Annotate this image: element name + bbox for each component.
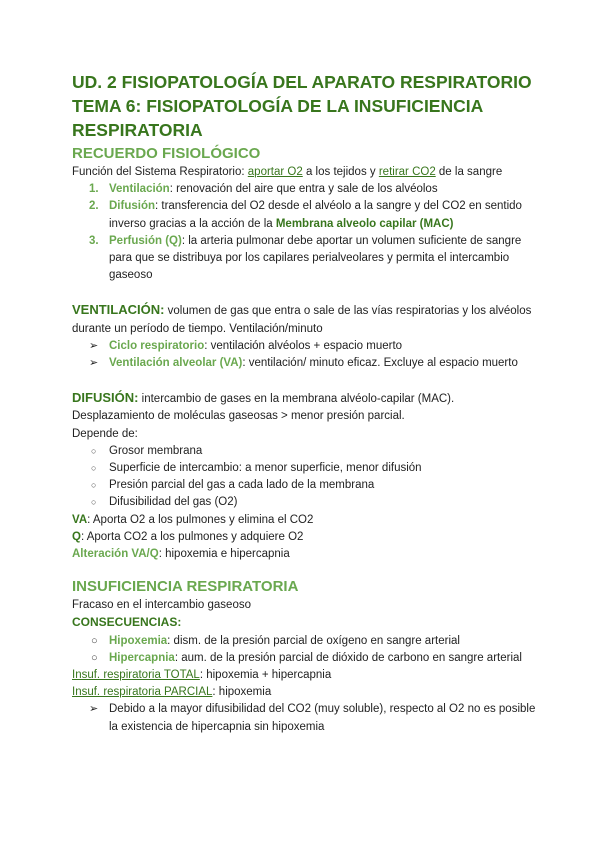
definition: : dism. de la presión parcial de oxígeno en sangre arterial xyxy=(167,634,460,647)
intro-text: Función del Sistema Respiratorio: xyxy=(72,166,248,178)
section-term: CONSECUENCIAS: xyxy=(72,615,182,630)
section-ventilacion xyxy=(72,301,542,372)
circle-bullet-icon: ○ xyxy=(91,634,98,647)
recuerdo-list xyxy=(72,181,542,284)
definition: : transferencia del O2 desde el alvéolo a la sangre y del CO2 en sentido inverso gracias a la acción de la xyxy=(109,200,522,230)
definition: : hipoxemia + hipercapnia xyxy=(199,669,332,682)
section-term: DIFUSIÓN: xyxy=(72,390,139,406)
definition: : Aporta CO2 a los pulmones y adquiere O2 xyxy=(80,530,304,543)
topic-title: TEMA 6: FISIOPATOLOGÍA DE LA INSUFICIENCIA RESPIRATORIA xyxy=(72,96,483,140)
term: Hipoxemia xyxy=(109,634,168,647)
insuf-note-list xyxy=(72,701,542,735)
consecuencias-heading xyxy=(72,614,542,632)
definition: : renovación del aire que entra y sale de los alvéolos xyxy=(169,183,438,196)
intro-highlight-aportar: aportar O2 xyxy=(247,166,303,178)
section-difusion xyxy=(72,389,542,563)
term: Hipercapnia xyxy=(109,651,175,664)
term: VA xyxy=(72,513,88,526)
list-item xyxy=(72,460,542,477)
definition: volumen de gas que entra o sale de las vías respiratorias y los alvéolos durante un período de tiempo. Ventilación/minuto xyxy=(72,305,532,335)
circle-bullet-icon: ○ xyxy=(91,651,98,664)
q-definition xyxy=(72,529,542,546)
alteracion-definition xyxy=(72,546,542,563)
list-text: Superficie de intercambio: a menor superficie, menor difusión xyxy=(109,462,422,475)
recuerdo-intro xyxy=(72,164,542,181)
ventilacion-definition xyxy=(72,301,542,337)
definition: : Aporta O2 a los pulmones y elimina el CO2 xyxy=(87,513,314,526)
term: Ventilación xyxy=(109,183,170,196)
list-number: 3. xyxy=(89,234,99,247)
list-item xyxy=(72,198,542,232)
term: Ventilación alveolar (VA) xyxy=(109,357,243,370)
intro-text: a los tejidos y xyxy=(302,166,379,178)
term: Insuf. respiratoria PARCIAL xyxy=(72,686,213,699)
difusion-definition xyxy=(72,389,542,408)
term: Difusión xyxy=(109,200,155,213)
list-text: Difusibilidad del gas (O2) xyxy=(109,496,238,509)
list-item xyxy=(72,701,542,735)
list-text: Presión parcial del gas a cada lado de la membrana xyxy=(109,479,375,492)
list-text: Debido a la mayor difusibilidad del CO2 (muy soluble), respecto al O2 no es posible la existencia de hipercapnia sin hipoxemia xyxy=(109,703,536,733)
unit-title: UD. 2 FISIOPATOLOGÍA DEL APARATO RESPIRATORIO xyxy=(72,72,532,92)
list-item xyxy=(72,233,542,285)
difusion-factors-list xyxy=(72,443,542,512)
list-item xyxy=(72,443,542,460)
difusion-line: Depende de: xyxy=(72,427,138,440)
term: Membrana alveolo capilar (MAC) xyxy=(275,217,454,230)
difusion-line: Desplazamiento de moléculas gaseosas > menor presión parcial. xyxy=(72,410,405,423)
list-item xyxy=(72,181,542,198)
va-definition xyxy=(72,512,542,529)
list-item xyxy=(72,633,542,650)
definition: : hipoxemia xyxy=(212,686,272,699)
list-number: 1. xyxy=(89,183,99,196)
ventilacion-list xyxy=(72,338,542,372)
definition: : hipoxemia e hipercapnia xyxy=(158,548,290,561)
insuf-line: Fracaso en el intercambio gaseoso xyxy=(72,599,251,612)
list-item xyxy=(72,338,542,355)
term: Alteración VA/Q xyxy=(72,548,159,561)
arrow-bullet-icon: ➢ xyxy=(89,357,99,370)
section-heading-insuficiencia: INSUFICIENCIA RESPIRATORIA xyxy=(72,578,299,596)
intro-highlight-retirar: retirar CO2 xyxy=(378,166,436,178)
list-number: 2. xyxy=(89,200,99,213)
list-item xyxy=(72,477,542,494)
insuf-parcial xyxy=(72,684,542,701)
section-term: VENTILACIÓN: xyxy=(72,302,165,318)
term: Ciclo respiratorio xyxy=(109,339,205,352)
circle-bullet-icon: ○ xyxy=(91,445,97,456)
definition: : ventilación alvéolos + espacio muerto xyxy=(204,339,403,352)
circle-bullet-icon: ○ xyxy=(91,480,97,491)
definition: : ventilación/ minuto eficaz. Excluye al espacio muerto xyxy=(242,357,518,370)
term: Q xyxy=(72,530,81,543)
definition: : aum. de la presión parcial de dióxido de carbono en sangre arterial xyxy=(174,651,522,664)
arrow-bullet-icon: ➢ xyxy=(89,339,99,352)
intro-text: de la sangre xyxy=(435,166,503,178)
definition: intercambio de gases en la membrana alvéolo-capilar (MAC). xyxy=(138,393,455,406)
document-page xyxy=(72,70,542,736)
list-text: Grosor membrana xyxy=(109,444,203,457)
section-heading-recuerdo: RECUERDO FISIOLÓGICO xyxy=(72,145,261,162)
list-item xyxy=(72,650,542,667)
circle-bullet-icon: ○ xyxy=(91,497,97,508)
term: Insuf. respiratoria TOTAL xyxy=(72,669,200,682)
circle-bullet-icon: ○ xyxy=(91,463,97,474)
list-item xyxy=(72,355,542,372)
insuf-total xyxy=(72,667,542,684)
list-item xyxy=(72,494,542,511)
arrow-bullet-icon: ➢ xyxy=(89,703,99,716)
definition: : la arteria pulmonar debe aportar un volumen suficiente de sangre para que se distribuya por los capilares perialveolares y permita el intercambio gaseoso xyxy=(109,234,522,282)
consecuencias-list xyxy=(72,633,542,667)
term: Perfusión (Q) xyxy=(109,234,182,247)
